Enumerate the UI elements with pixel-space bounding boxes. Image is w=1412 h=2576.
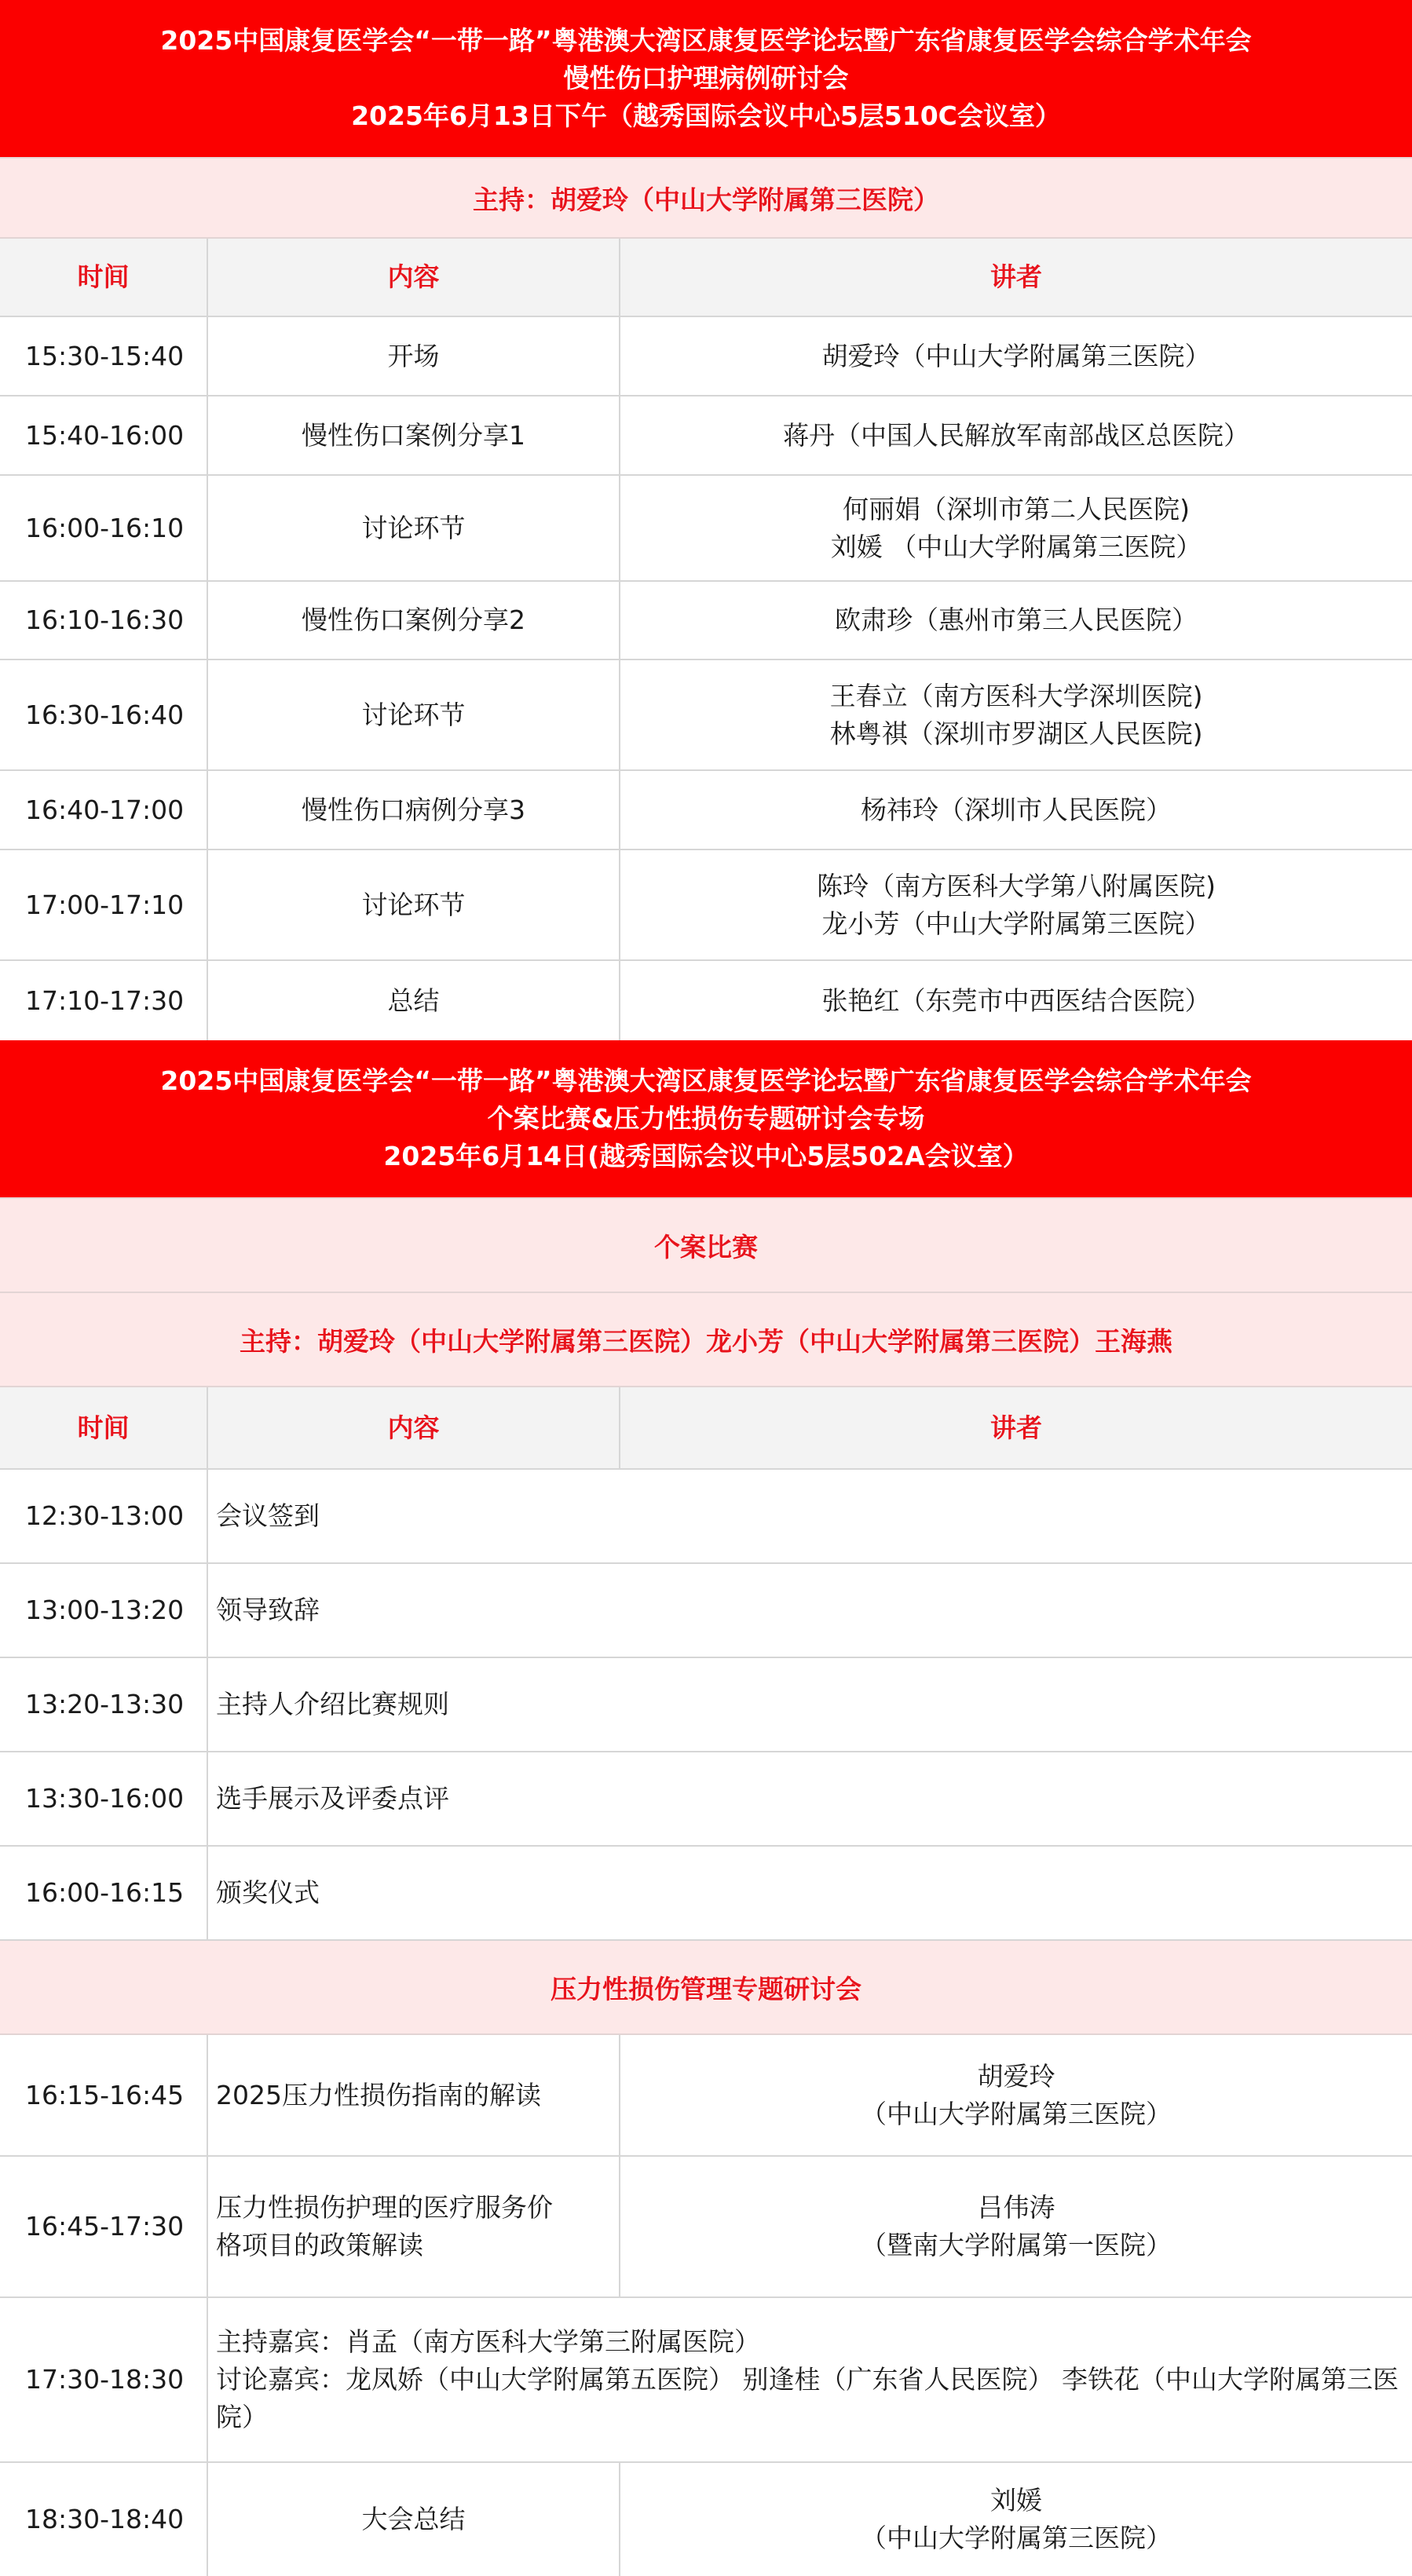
case-competition-title: 个案比赛 bbox=[0, 1199, 1412, 1293]
row-content: 开场 bbox=[208, 317, 620, 395]
row-content: 大会总结 bbox=[208, 2463, 620, 2576]
row-content: 慢性伤口案例分享1 bbox=[208, 396, 620, 474]
section2-header-row bbox=[0, 1387, 1412, 1470]
section1-title-line-1: 2025中国康复医学会“一带一路”粤港澳大湾区康复医学论坛暨广东省康复医学会综合学术年会 bbox=[160, 25, 1252, 56]
row-time: 13:00-13:20 bbox=[0, 1564, 208, 1657]
content-line: 压力性损伤护理的医疗服务价 bbox=[216, 2192, 553, 2223]
speaker-line: 蒋丹（中国人民解放军南部战区总医院） bbox=[783, 419, 1249, 451]
section2-title-band bbox=[0, 1040, 1412, 1199]
row-time: 16:00-16:10 bbox=[0, 476, 208, 580]
content-line: 2025压力性损伤指南的解读 bbox=[216, 2079, 541, 2110]
table-row bbox=[0, 850, 1412, 961]
row-speaker bbox=[620, 2463, 1412, 2576]
row-content bbox=[208, 2157, 620, 2296]
row-time: 15:40-16:00 bbox=[0, 396, 208, 474]
row-content: 主持人介绍比赛规则 bbox=[216, 1689, 449, 1719]
row-time: 13:20-13:30 bbox=[0, 1658, 208, 1751]
row-time: 16:40-17:00 bbox=[0, 771, 208, 849]
table-row bbox=[0, 396, 1412, 476]
table-row bbox=[0, 2157, 1412, 2298]
table-row bbox=[0, 1847, 1412, 1941]
speaker-line: 胡爱玲（中山大学附属第三医院） bbox=[821, 340, 1211, 371]
row-speaker bbox=[620, 771, 1412, 849]
row-time: 17:00-17:10 bbox=[0, 850, 208, 959]
header-speaker: 讲者 bbox=[990, 261, 1042, 292]
discussion-guests-line: 讨论嘉宾：龙凤娇（中山大学附属第五医院） 别逢桂（广东省人民医院） 李铁花（中山大学附属第三医院） bbox=[216, 2364, 1399, 2432]
table-row bbox=[0, 1564, 1412, 1658]
section2-hosts: 主持：胡爱玲（中山大学附属第三医院）龙小芳（中山大学附属第三医院）王海燕 bbox=[0, 1293, 1412, 1387]
section1-title-band bbox=[0, 0, 1412, 159]
speaker-line: 吕伟涛 bbox=[977, 2192, 1055, 2223]
row-content: 讨论环节 bbox=[208, 850, 620, 959]
row-content: 慢性伤口病例分享3 bbox=[208, 771, 620, 849]
speaker-line: 刘媛 （中山大学附属第三医院） bbox=[830, 531, 1202, 562]
section1-title-line-3: 2025年6月13日下午（越秀国际会议中心5层510C会议室） bbox=[351, 100, 1061, 131]
table-row bbox=[0, 476, 1412, 582]
content-line: 格项目的政策解读 bbox=[216, 2230, 423, 2260]
row-time: 15:30-15:40 bbox=[0, 317, 208, 395]
table-row bbox=[0, 582, 1412, 660]
speaker-line: 胡爱玲 bbox=[977, 2060, 1055, 2092]
speaker-line: 杨祎玲（深圳市人民医院） bbox=[861, 794, 1172, 825]
row-speaker bbox=[620, 2157, 1412, 2296]
section1-title-line-2: 慢性伤口护理病例研讨会 bbox=[563, 63, 849, 93]
speaker-line: 林粤祺（深圳市罗湖区人民医院) bbox=[829, 718, 1203, 749]
table-row bbox=[0, 660, 1412, 771]
table-row bbox=[0, 2035, 1412, 2157]
row-time: 16:30-16:40 bbox=[0, 660, 208, 769]
row-speaker bbox=[620, 850, 1412, 959]
speaker-line: 龙小芳（中山大学附属第三医院） bbox=[821, 908, 1211, 939]
row-content: 领导致辞 bbox=[216, 1595, 320, 1625]
speaker-line: （中山大学附属第三医院） bbox=[861, 2098, 1172, 2129]
speaker-line: 张艳红（东莞市中西医结合医院） bbox=[821, 985, 1211, 1016]
row-time: 18:30-18:40 bbox=[0, 2463, 208, 2576]
row-speaker bbox=[620, 582, 1412, 659]
row-time: 16:00-16:15 bbox=[0, 1847, 208, 1939]
speaker-line: 陈玲（南方医科大学第八附属医院) bbox=[817, 870, 1216, 901]
row-content: 讨论环节 bbox=[208, 476, 620, 580]
speaker-line: （中山大学附属第三医院） bbox=[861, 2523, 1172, 2553]
speaker-line: （暨南大学附属第一医院） bbox=[861, 2230, 1172, 2260]
table-row bbox=[0, 1752, 1412, 1847]
table-row bbox=[0, 1470, 1412, 1564]
table-row bbox=[0, 317, 1412, 396]
section1-host: 主持：胡爱玲（中山大学附属第三医院） bbox=[0, 159, 1412, 239]
row-content: 总结 bbox=[208, 961, 620, 1040]
row-content: 会议签到 bbox=[216, 1500, 320, 1531]
header-content: 内容 bbox=[208, 1387, 620, 1468]
header-speaker: 讲者 bbox=[990, 1412, 1042, 1443]
row-content: 慢性伤口案例分享2 bbox=[208, 582, 620, 659]
discussion-host-line: 主持嘉宾：肖孟（南方医科大学第三附属医院） bbox=[216, 2326, 760, 2357]
table-row bbox=[0, 961, 1412, 1040]
row-content bbox=[208, 2298, 1412, 2461]
closing-row bbox=[0, 2463, 1412, 2576]
speaker-line: 何丽娟（深圳市第二人民医院) bbox=[843, 493, 1190, 524]
section2-title-line-2: 个案比赛&压力性损伤专题研讨会专场 bbox=[487, 1103, 925, 1134]
row-content: 颁奖仪式 bbox=[216, 1877, 320, 1908]
row-content bbox=[208, 2035, 620, 2155]
header-time: 时间 bbox=[0, 1387, 208, 1468]
speaker-line: 欧肃珍（惠州市第三人民医院） bbox=[835, 605, 1198, 635]
discussion-row bbox=[0, 2298, 1412, 2463]
row-time: 17:30-18:30 bbox=[0, 2298, 208, 2461]
section2-title-line-1: 2025中国康复医学会“一带一路”粤港澳大湾区康复医学论坛暨广东省康复医学会综合学术年会 bbox=[160, 1065, 1252, 1096]
row-content: 选手展示及评委点评 bbox=[216, 1783, 449, 1814]
row-time: 12:30-13:00 bbox=[0, 1470, 208, 1562]
row-speaker bbox=[620, 961, 1412, 1040]
section1-header-row bbox=[0, 239, 1412, 317]
row-content: 讨论环节 bbox=[208, 660, 620, 769]
header-time: 时间 bbox=[0, 239, 208, 316]
row-time: 13:30-16:00 bbox=[0, 1752, 208, 1845]
row-speaker bbox=[620, 2035, 1412, 2155]
row-time: 16:45-17:30 bbox=[0, 2157, 208, 2296]
row-speaker bbox=[620, 396, 1412, 474]
row-time: 17:10-17:30 bbox=[0, 961, 208, 1040]
speaker-line: 刘媛 bbox=[990, 2485, 1042, 2516]
row-time: 16:10-16:30 bbox=[0, 582, 208, 659]
row-speaker bbox=[620, 317, 1412, 395]
header-content: 内容 bbox=[208, 239, 620, 316]
table-row bbox=[0, 1658, 1412, 1752]
pressure-injury-title: 压力性损伤管理专题研讨会 bbox=[0, 1941, 1412, 2035]
table-row bbox=[0, 771, 1412, 850]
section2-title-line-3: 2025年6月14日(越秀国际会议中心5层502A会议室） bbox=[383, 1141, 1029, 1171]
row-speaker bbox=[620, 660, 1412, 769]
row-speaker bbox=[620, 476, 1412, 580]
speaker-line: 王春立（南方医科大学深圳医院) bbox=[829, 680, 1203, 711]
row-time: 16:15-16:45 bbox=[0, 2035, 208, 2155]
